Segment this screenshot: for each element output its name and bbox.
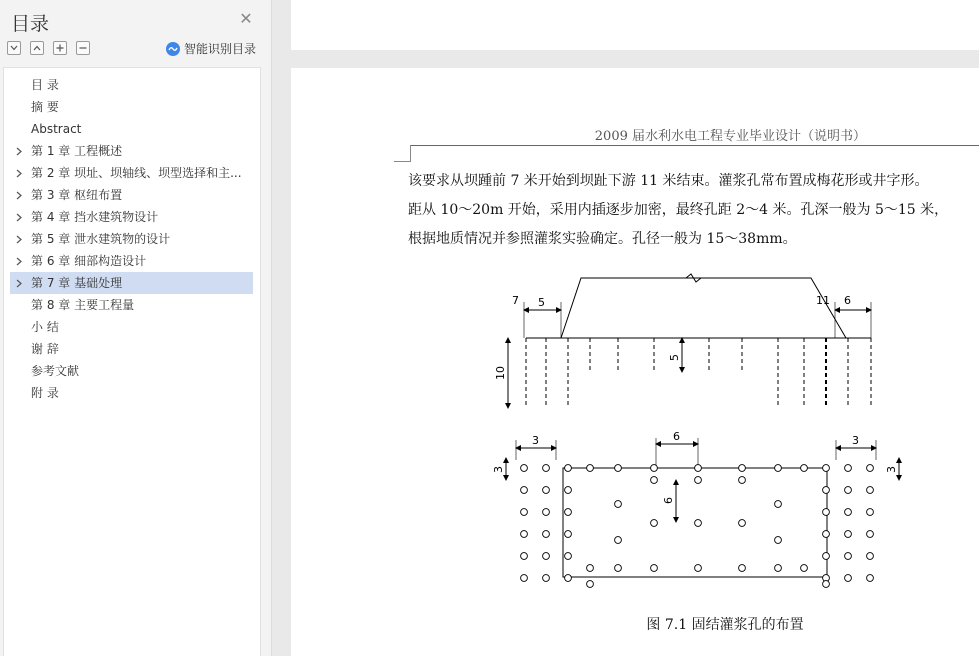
grout-hole-marker (867, 465, 874, 472)
toc-list (10, 74, 253, 404)
dim-plan-right-spacing: 3 (852, 434, 859, 447)
grout-hole-marker (867, 487, 874, 494)
grout-hole-marker (565, 531, 572, 538)
dim-depth-long: 10 (494, 366, 507, 380)
toc-item[interactable] (10, 140, 253, 162)
grout-hole-marker (845, 553, 852, 560)
toc-item[interactable] (10, 382, 253, 404)
grout-hole-marker (823, 465, 830, 472)
chevron-right-icon[interactable] (16, 162, 26, 184)
chevron-right-icon[interactable] (16, 250, 26, 272)
toc-item-label: 第 5 章 泄水建筑物的设计 (31, 232, 171, 246)
chevron-up-icon (33, 45, 41, 51)
toc-item[interactable] (10, 184, 253, 206)
grout-hole-marker (543, 487, 550, 494)
grout-hole-marker (565, 575, 572, 582)
toc-item[interactable] (10, 228, 253, 250)
toc-item-label: 第 3 章 枢纽布置 (31, 188, 123, 202)
toc-item-label: 第 6 章 细部构造设计 (31, 254, 147, 268)
grout-hole-marker (615, 465, 622, 472)
grout-hole-marker (867, 553, 874, 560)
collapse-all-button[interactable] (30, 41, 44, 55)
expand-all-button[interactable] (7, 41, 21, 55)
body-text-line: 根据地质情况并参照灌浆实验确定。孔径一般为 15～38mm。 (408, 231, 797, 247)
grout-hole-marker (543, 509, 550, 516)
grout-hole-marker (521, 487, 528, 494)
grout-hole-marker (801, 565, 808, 572)
toc-item-label: 附 录 (31, 386, 59, 400)
figure-caption-row (291, 614, 979, 634)
toc-panel (3, 67, 261, 656)
grout-hole-marker (615, 565, 622, 572)
dim-plan-inner-row: 6 (662, 497, 675, 504)
grout-hole-marker (845, 487, 852, 494)
grout-hole-marker (615, 537, 622, 544)
dim-depth-short: 5 (668, 354, 681, 361)
grout-hole-marker (775, 465, 782, 472)
dim-plan-left-spacing: 3 (532, 434, 539, 447)
toc-item-label: 第 7 章 基础处理 (31, 276, 123, 290)
grout-hole-marker (823, 509, 830, 516)
grout-hole-marker (651, 520, 658, 527)
toc-item-label: 摘 要 (31, 100, 59, 114)
toc-item-label: 第 2 章 坝址、坝轴线、坝型选择和主... (31, 166, 242, 180)
dim-plan-top-spacing: 6 (673, 430, 680, 443)
grout-hole-marker (739, 465, 746, 472)
toc-item-label: 目 录 (31, 78, 59, 92)
chevron-down-icon (10, 45, 18, 51)
sidebar-title: 目录 (11, 13, 50, 35)
grout-hole-marker (615, 501, 622, 508)
dim-plan-right-row: 3 (885, 466, 898, 473)
plus-icon (56, 44, 64, 52)
toc-item-label: 第 8 章 主要工程量 (31, 298, 135, 312)
toc-toolbar (7, 41, 90, 55)
grout-hole-marker (867, 531, 874, 538)
grout-holes (526, 338, 871, 408)
figure-caption: 图 7.1 固结灌浆孔的布置 (646, 617, 804, 633)
grout-hole-marker (543, 553, 550, 560)
chevron-right-icon[interactable] (16, 184, 26, 206)
toc-item-label: 第 4 章 挡水建筑物设计 (31, 210, 159, 224)
toc-item-label: 参考文献 (31, 364, 80, 378)
grout-hole-marker (587, 565, 594, 572)
crop-mark (410, 145, 411, 162)
sidebar-splitter[interactable] (272, 0, 292, 656)
grout-hole-marker (845, 509, 852, 516)
grout-hole-marker (695, 520, 702, 527)
header-rule (411, 145, 979, 146)
dim-upstream-offset: 7 (512, 294, 519, 307)
grout-hole-marker (739, 565, 746, 572)
plan-hole-grid (521, 465, 874, 588)
grout-hole-marker (823, 487, 830, 494)
grout-hole-marker (565, 509, 572, 516)
grout-hole-marker (521, 553, 528, 560)
grout-hole-marker (801, 465, 808, 472)
smart-toc-button[interactable] (166, 40, 256, 57)
grout-hole-marker (775, 501, 782, 508)
grout-hole-marker (521, 575, 528, 582)
toc-item-label: Abstract (31, 122, 82, 136)
remove-heading-button[interactable] (76, 41, 90, 55)
grout-hole-marker (565, 553, 572, 560)
body-text-line: 距从 10～20m 开始，采用内插逐步加密，最终孔距 2～4 米。孔深一般为 5～15 米， (408, 202, 949, 218)
grout-hole-marker (587, 465, 594, 472)
grout-hole-marker (823, 531, 830, 538)
grout-hole-marker (543, 575, 550, 582)
grout-hole-marker (521, 509, 528, 516)
dim-upstream-spacing: 5 (538, 296, 545, 309)
page-header: 2009 届水利水电工程专业毕业设计（说明书） (594, 129, 866, 144)
grout-hole-marker (695, 477, 702, 484)
toc-item[interactable] (10, 250, 253, 272)
crop-mark (394, 161, 411, 162)
grout-hole-marker (867, 575, 874, 582)
dim-plan-left-row: 3 (492, 466, 505, 473)
grout-hole-marker (845, 575, 852, 582)
toc-item[interactable] (10, 316, 253, 338)
toc-item[interactable] (10, 272, 253, 294)
grout-hole-marker (565, 487, 572, 494)
chevron-right-icon[interactable] (16, 206, 26, 228)
smart-toc-icon (166, 42, 180, 56)
toc-item[interactable] (10, 294, 253, 316)
minus-icon (79, 44, 87, 52)
grout-hole-marker (823, 581, 830, 588)
toc-item[interactable] (10, 360, 253, 382)
grout-hole-marker (695, 565, 702, 572)
grout-hole-marker (651, 465, 658, 472)
toc-item[interactable] (10, 96, 253, 118)
add-heading-button[interactable] (53, 41, 67, 55)
toc-item-label: 谢 辞 (31, 342, 59, 356)
toc-item[interactable] (10, 118, 253, 140)
toc-item[interactable] (10, 338, 253, 360)
close-icon[interactable]: ✕ (239, 9, 253, 28)
grout-hole-marker (651, 477, 658, 484)
grout-hole-marker (543, 465, 550, 472)
dim-downstream-offset: 11 (816, 294, 830, 307)
toc-item-label: 第 1 章 工程概述 (31, 144, 123, 158)
grout-hole-marker (543, 531, 550, 538)
toc-item[interactable] (10, 74, 253, 96)
grout-hole-marker (739, 477, 746, 484)
smart-toc-label: 智能识别目录 (184, 42, 257, 56)
toc-item[interactable] (10, 206, 253, 228)
chevron-right-icon[interactable] (16, 140, 26, 162)
toc-sidebar (0, 0, 272, 656)
dam-section-outline (561, 278, 846, 338)
chevron-right-icon[interactable] (16, 228, 26, 250)
toc-item[interactable] (10, 162, 253, 184)
grout-hole-marker (845, 531, 852, 538)
grout-hole-marker (521, 531, 528, 538)
grout-hole-marker (695, 465, 702, 472)
grout-hole-marker (867, 509, 874, 516)
toc-item-label: 小 结 (31, 320, 59, 334)
body-text-line: 该要求从坝踵前 7 米开始到坝趾下游 11 米结束。灌浆孔常布置成梅花形或井字形。 (408, 173, 929, 189)
dim-downstream-spacing: 6 (844, 294, 851, 307)
document-page (291, 68, 979, 656)
previous-page (291, 0, 979, 50)
grout-hole-marker (845, 465, 852, 472)
grout-hole-marker (587, 581, 594, 588)
grout-hole-marker (739, 520, 746, 527)
grouting-hole-figure (492, 268, 936, 588)
chevron-right-icon[interactable] (16, 272, 26, 294)
grout-hole-marker (565, 465, 572, 472)
grout-hole-marker (775, 537, 782, 544)
grout-hole-marker (521, 465, 528, 472)
grout-hole-marker (651, 565, 658, 572)
grout-hole-marker (775, 565, 782, 572)
grout-hole-marker (823, 553, 830, 560)
